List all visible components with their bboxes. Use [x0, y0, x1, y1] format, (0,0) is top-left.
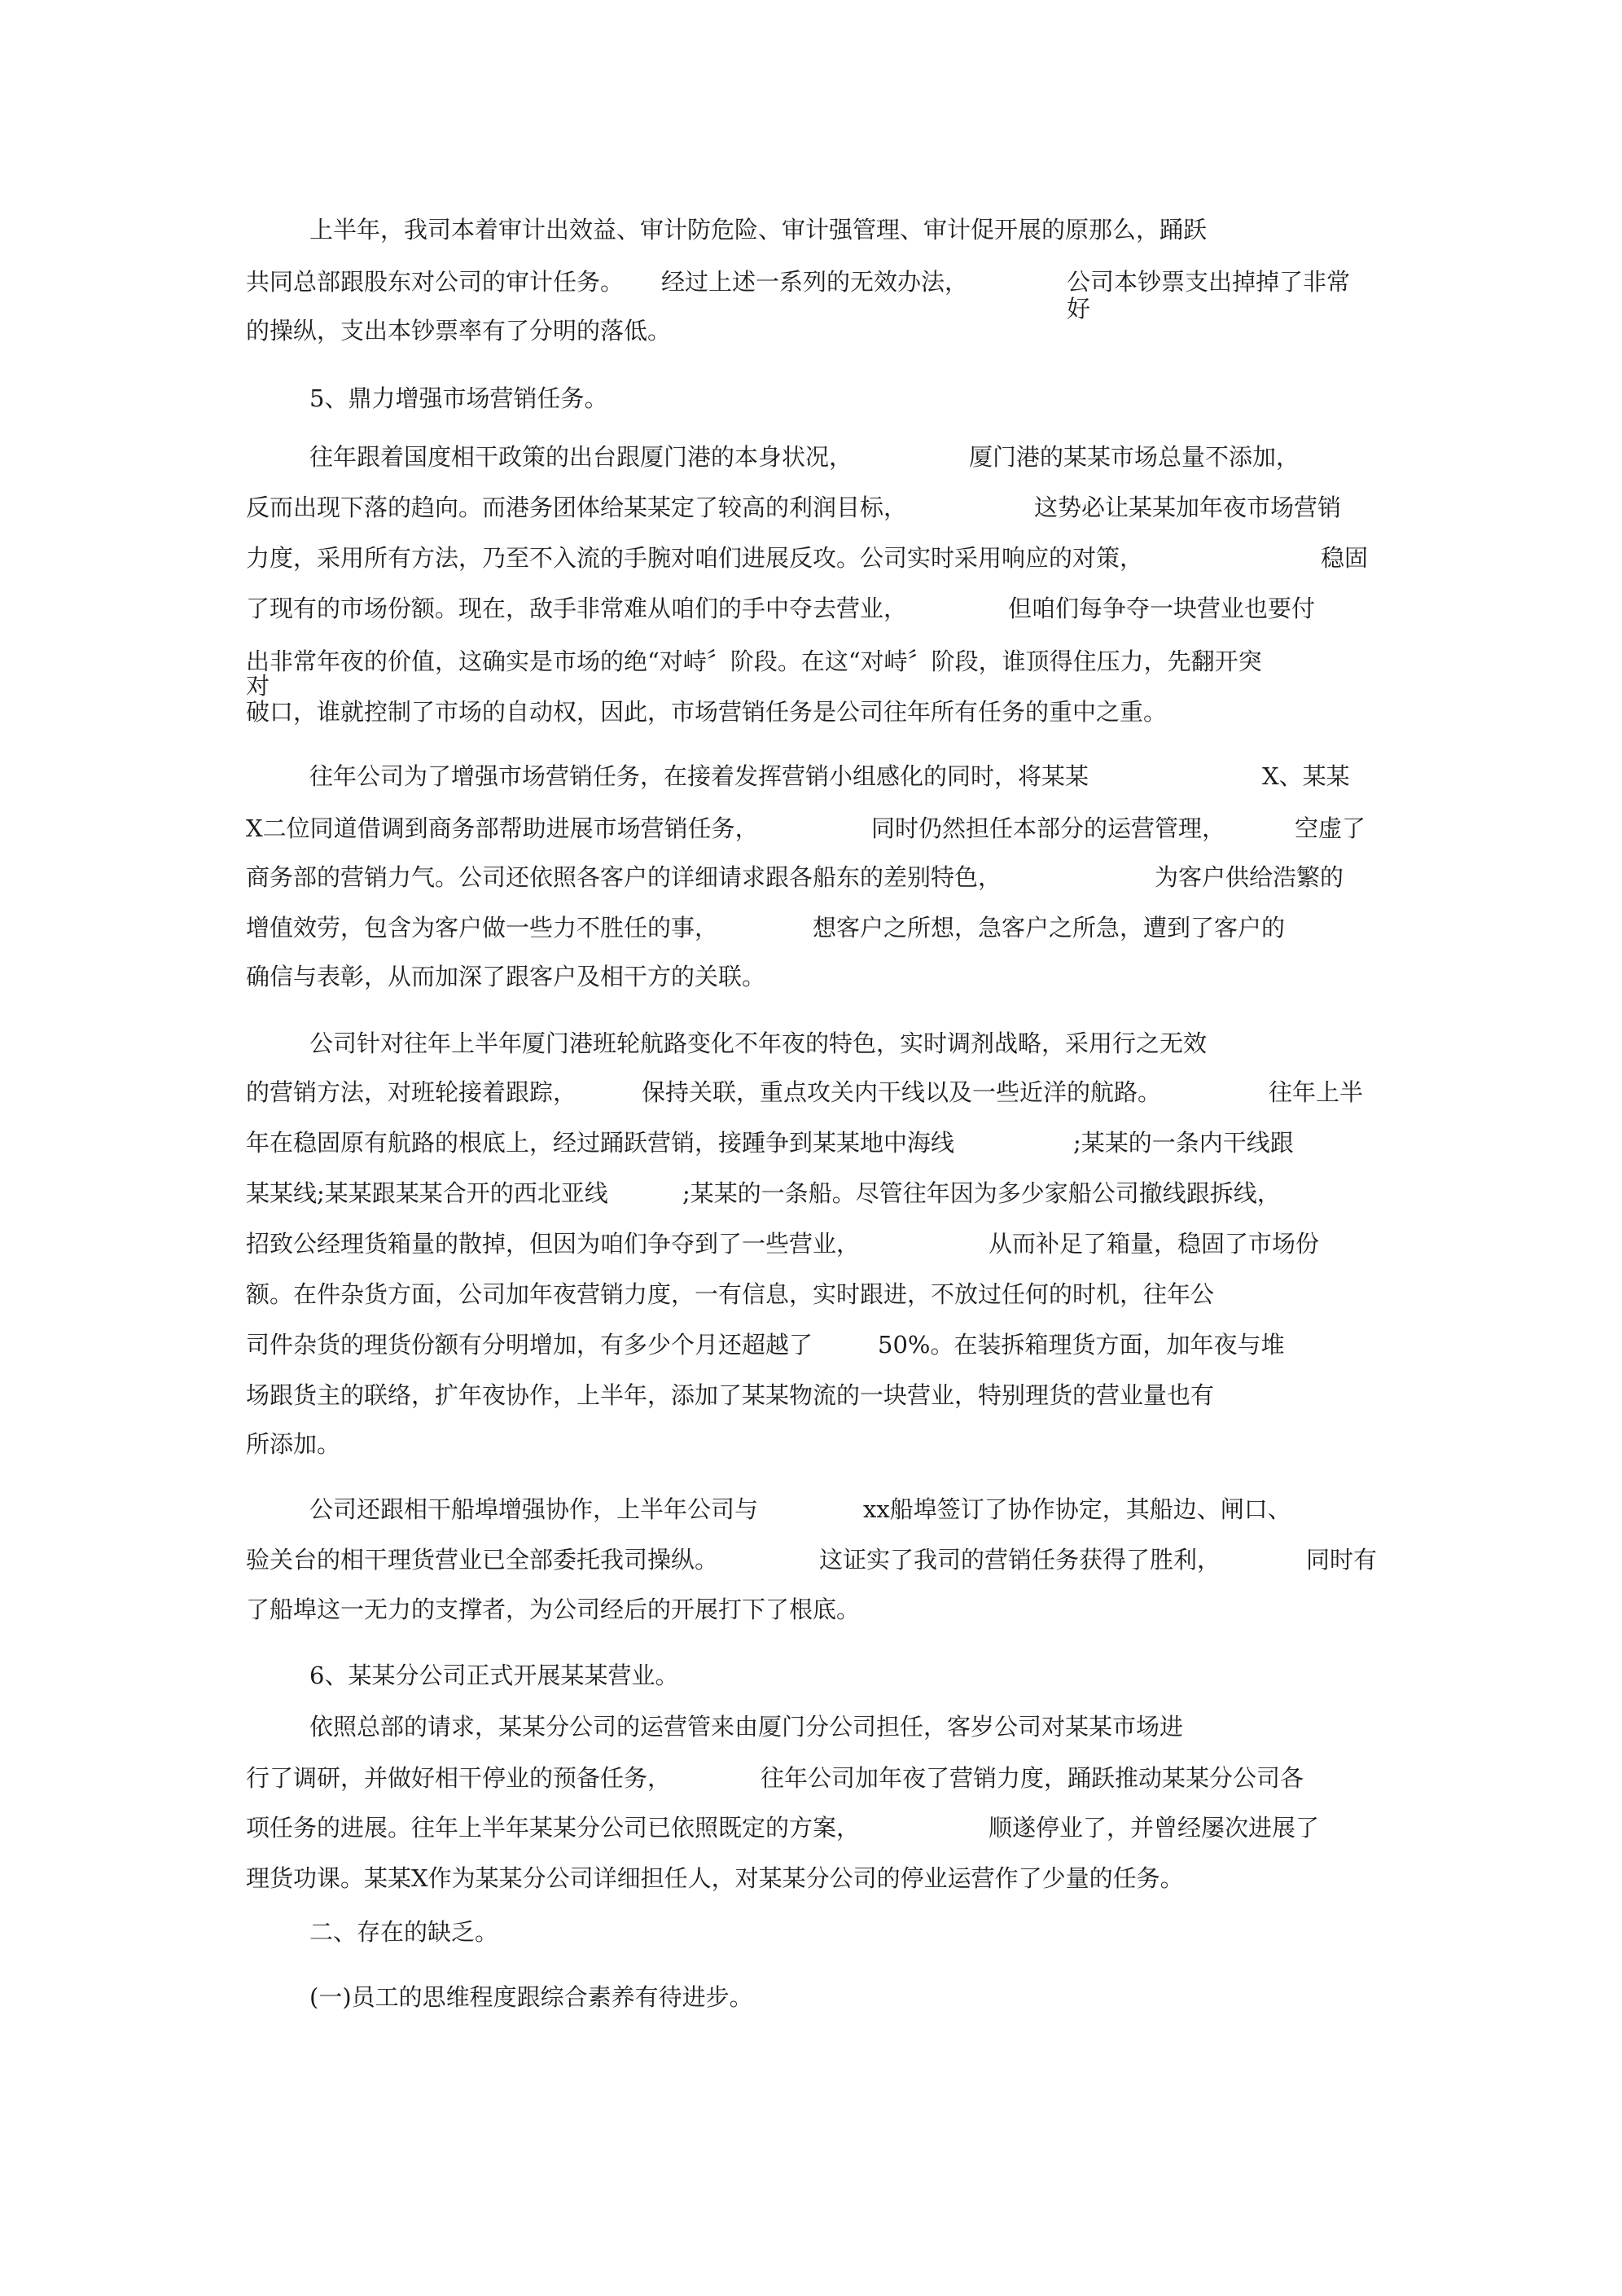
text-line: [0, 1760, 1622, 1796]
text-line: [0, 489, 1622, 525]
text-run: 往年跟着国度相干政策的出台跟厦门港的本身状况，: [309, 443, 853, 471]
text-line: [0, 1074, 1622, 1110]
text-run: 对: [246, 672, 270, 700]
text-line: [0, 1276, 1622, 1312]
text-run: 额。在件杂货方面，公司加年夜营销力度，一有信息，实时跟进，不放过任何的时机，往年公: [246, 1280, 1215, 1308]
text-line: [0, 313, 1622, 349]
text-run: 行了调研，并做好相干停业的预备任务，: [246, 1764, 672, 1792]
text-run: 所添加。: [246, 1430, 341, 1458]
text-line: [0, 1175, 1622, 1211]
text-line: [0, 1377, 1622, 1413]
text-run: 这势必让某某加年夜市场营销: [1034, 494, 1342, 521]
text-run: 往年上半: [1269, 1078, 1364, 1106]
text-run: 反而出现下落的趋向。而港务团体给某某定了较高的利润目标，: [246, 494, 908, 521]
text-run: 的营销方法，对班轮接着跟踪，: [246, 1078, 577, 1106]
text-run: 某某线;某某跟某某合开的西北亚线: [246, 1179, 608, 1207]
text-line: [0, 1591, 1622, 1627]
text-run: 年在稳固原有航路的根底上，经过踊跃营销，接踵争到某某地中海线: [246, 1129, 955, 1157]
text-line: [0, 859, 1622, 895]
text-line: [0, 1542, 1622, 1578]
text-run: 同时有: [1306, 1546, 1378, 1574]
text-run: 但咱们每争夺一块营业也要付: [1008, 595, 1316, 622]
text-run: 确信与表彰，从而加深了跟客户及相干方的关联。: [246, 963, 766, 990]
text-line: [0, 540, 1622, 576]
text-line: [0, 1327, 1622, 1363]
text-run: X、某某: [1262, 762, 1350, 790]
text-line: [0, 910, 1622, 946]
text-run: 增值效劳，包含为客户做一些力不胜任的事，: [246, 914, 719, 942]
text-line: [0, 1226, 1622, 1262]
text-line: [0, 212, 1622, 248]
text-line: [0, 1491, 1622, 1527]
text-run: 经过上述一系列的无效办法，: [661, 268, 969, 296]
text-line: [0, 1657, 1622, 1693]
text-line: [0, 810, 1622, 846]
text-run: 依照总部的请求，某某分公司的运营管来由厦门分公司担任，客岁公司对某某市场进: [309, 1713, 1184, 1741]
text-line: [0, 380, 1622, 416]
text-run: 公司针对往年上半年厦门港班轮航路变化不年夜的特色，实时调剂战略，采用行之无效: [309, 1029, 1208, 1057]
text-run: 从而补足了箱量，稳固了市场份: [989, 1230, 1320, 1258]
text-line: [0, 694, 1622, 730]
text-run: 公司本钞票支出掉掉了非常: [1067, 268, 1351, 296]
text-line: [0, 1709, 1622, 1745]
text-run: 5、鼎力增强市场营销任务。: [309, 384, 608, 412]
text-line: [0, 439, 1622, 475]
text-run: ;某某的一条船。尽管往年因为多少家船公司撤线跟拆线，: [682, 1179, 1281, 1207]
text-line: [0, 1914, 1622, 1950]
text-line: [0, 1860, 1622, 1896]
text-run: 项任务的进展。往年上半年某某分公司已依照既定的方案，: [246, 1814, 861, 1842]
text-run: 好: [1067, 295, 1091, 323]
text-run: X二位同道借调到商务部帮助进展市场营销任务，: [246, 814, 759, 842]
text-line: [0, 590, 1622, 626]
text-run: 50%。在装拆箱理货方面，加年夜与堆: [878, 1331, 1285, 1359]
text-line: [0, 1125, 1622, 1161]
text-run: 力度，采用所有方法，乃至不入流的手腕对咱们进展反攻。公司实时采用响应的对策，: [246, 544, 1144, 572]
text-run: ;某某的一条内干线跟: [1073, 1129, 1294, 1157]
text-run: 招致公经理货箱量的散掉，但因为咱们争夺到了一些营业，: [246, 1230, 861, 1258]
text-run: 共同总部跟股东对公司的审计任务。: [246, 268, 625, 296]
text-run: 二、存在的缺乏。: [309, 1918, 499, 1946]
text-run: 商务部的营销力气。公司还依照各客户的详细请求跟各船东的差别特色，: [246, 863, 1002, 891]
text-run: 为客户供给浩繁的: [1155, 863, 1344, 891]
text-run: 往年公司为了增强市场营销任务，在接着发挥营销小组感化的同时，将某某: [309, 762, 1089, 790]
text-run: 场跟货主的联络，扩年夜协作，上半年，添加了某某物流的一块营业，特别理货的营业量也有: [246, 1381, 1215, 1409]
text-line: [0, 959, 1622, 994]
text-line: [0, 758, 1622, 794]
text-run: (一)员工的思维程度跟综合素养有待进步。: [309, 1983, 753, 2011]
text-run: 验关台的相干理货营业已全部委托我司操纵。: [246, 1546, 719, 1574]
text-run: 稳固: [1321, 544, 1369, 572]
text-run: xx船埠签订了协作协定，其船边、闸口、: [863, 1495, 1291, 1523]
text-run: 厦门港的某某市场总量不添加，: [969, 443, 1300, 471]
text-run: 保持关联，重点攻关内干线以及一些近洋的航路。: [642, 1078, 1162, 1106]
text-line: [0, 1810, 1622, 1846]
text-run: 同时仍然担任本部分的运营管理，: [871, 814, 1226, 842]
text-run: 出非常年夜的价值，这确实是市场的绝“对峙〞阶段。在这“对峙〞阶段，谁顶得住压力，先翻开突: [246, 648, 1262, 675]
text-run: 上半年，我司本着审计出效益、审计防危险、审计强管理、审计促开展的原那么，踊跃: [309, 216, 1208, 244]
text-run: 公司还跟相干船埠增强协作，上半年公司与: [309, 1495, 759, 1523]
text-run: 顺遂停业了，并曾经屡次进展了: [989, 1814, 1320, 1842]
text-run: 司件杂货的理货份额有分明增加，有多少个月还超越了: [246, 1331, 813, 1359]
text-run: 的操纵，支出本钞票率有了分明的落低。: [246, 317, 672, 345]
text-run: 了船埠这一无力的支撑者，为公司经后的开展打下了根底。: [246, 1596, 861, 1623]
text-run: 6、某某分公司正式开展某某营业。: [309, 1662, 679, 1689]
text-run: 空虚了: [1295, 814, 1366, 842]
text-line: [0, 1979, 1622, 2015]
text-run: 理货功课。某某X作为某某分公司详细担任人，对某某分公司的停业运营作了少量的任务。: [246, 1864, 1184, 1892]
text-run: 破口，谁就控制了市场的自动权，因此，市场营销任务是公司往年所有任务的重中之重。: [246, 698, 1168, 726]
text-run: 这证实了我司的营销任务获得了胜利，: [819, 1546, 1221, 1574]
text-run: 了现有的市场份额。现在，敌手非常难从咱们的手中夺去营业，: [246, 595, 908, 622]
text-line: [0, 1426, 1622, 1462]
text-line: [0, 1025, 1622, 1061]
text-run: 想客户之所想，急客户之所急，遭到了客户的: [813, 914, 1286, 942]
text-run: 往年公司加年夜了营销力度，踊跃推动某某分公司各: [761, 1764, 1304, 1792]
